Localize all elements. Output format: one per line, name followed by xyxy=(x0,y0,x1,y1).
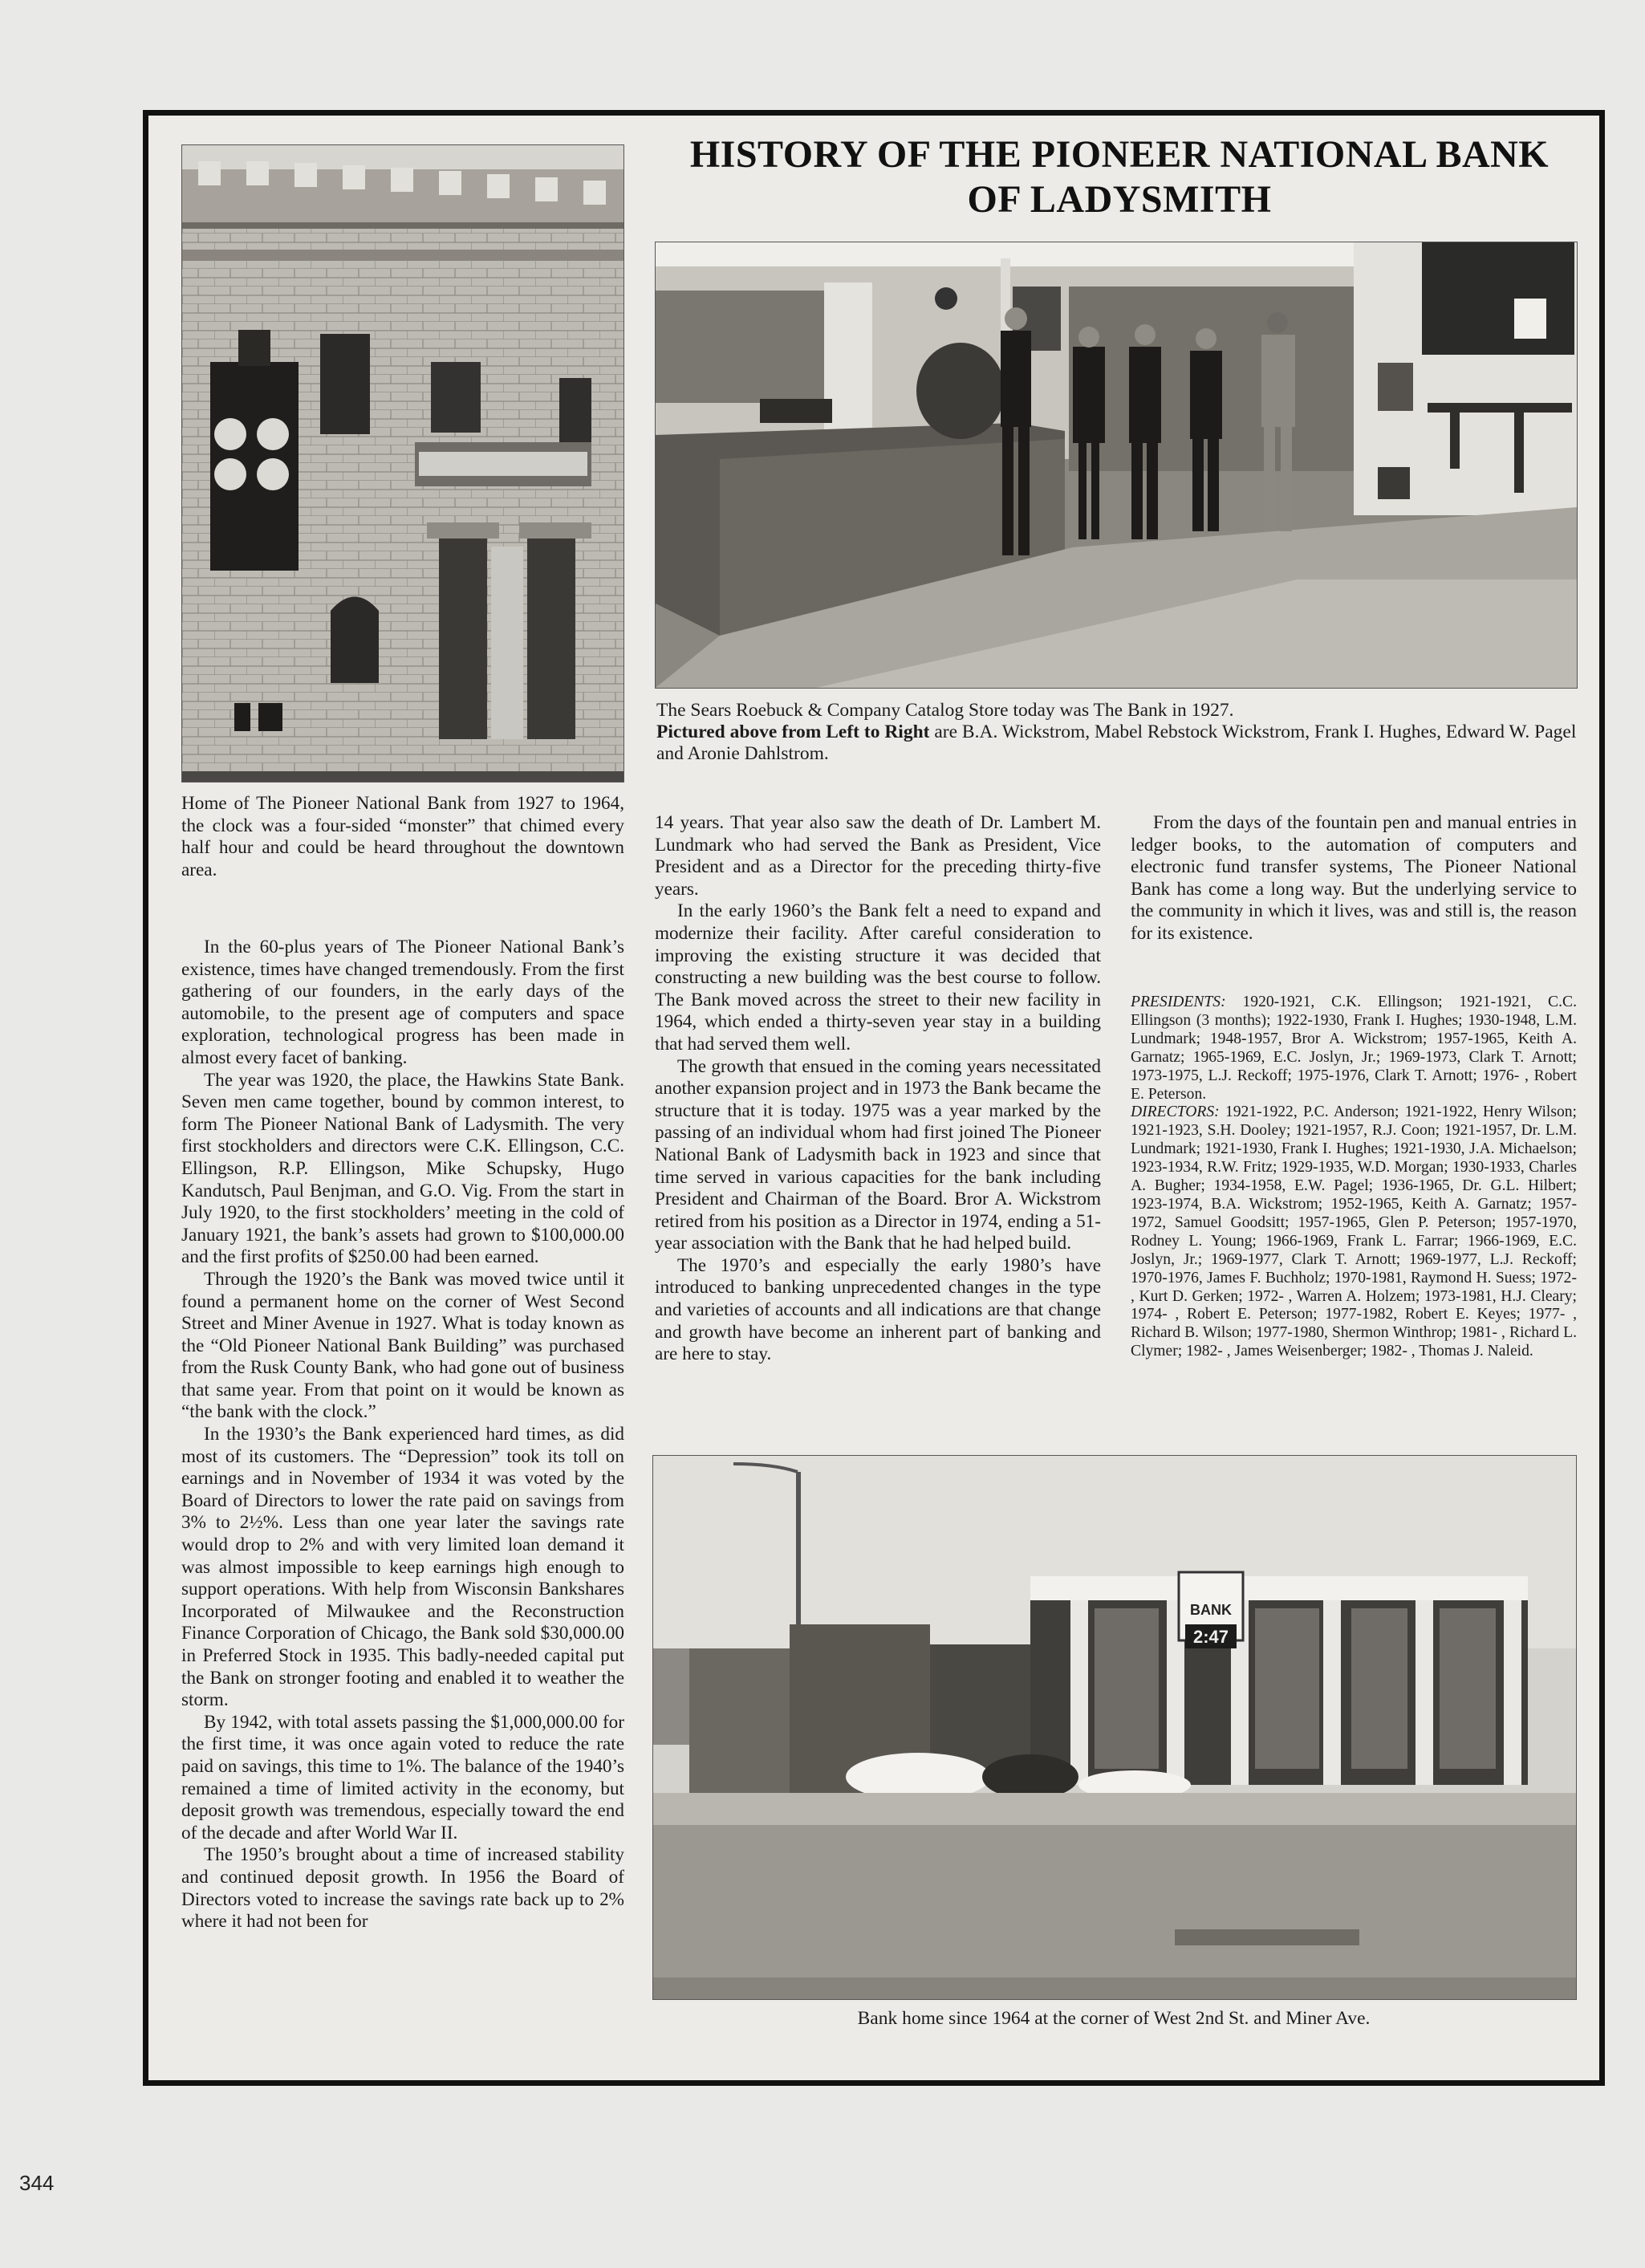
col2-para-1: 14 years. That year also saw the death of Dr. Lambert M. Lundmark who had served the Bank as President, Vice President and as a Director for the preceding thirty-five years. xyxy=(655,812,1101,900)
old-building-photo xyxy=(181,144,624,782)
bank-sign-text: BANK xyxy=(1190,1602,1232,1618)
column-2 xyxy=(655,812,1101,1366)
presidents-list xyxy=(1131,994,1577,1104)
col1-para-4: In the 1930’s the Bank experienced hard times, as did most of its customers. The “Depression” took its toll on earnings and in November of 1934 it was voted by the Board of Directors to lower the rate paid on savings from 3% to 2½%. Less than one year later the savings rate would drop to 2% and with very limited loan demand it was almost impossible to keep earnings high enough to support operations. With help from Wisconsin Bankshares Incorporated of Milwaukee and the Reconstruction Finance Corporation of Chicago, the Bank sold $30,000.00 in Preferred Stock in 1935. This badly-needed capital put the Bank on stronger footing and enabled it to weather the storm. xyxy=(181,1424,624,1711)
col1-para-2: The year was 1920, the place, the Hawkins State Bank. Seven men came together, bound by common interest, to form The Pioneer National Bank of Ladysmith. The very first stockholders and directors were C.K. Ellingson, C.C. Ellingson, R.P. Ellingson, Mike Schupsky, Hugo Kandutsch, Paul Benjman, and G.O. Vig. From the start in July 1920, to the first stockholders’ meeting in the cold of January 1921, the bank’s assets had grown to $100,000.00 and the first profits of $250.00 had been earned. xyxy=(181,1069,624,1268)
col3-para-1: From the days of the fountain pen and manual entries in ledger books, to the automation of computers and electronic fund transfer systems, The Pioneer National Bank has come a long way. But the underlying service to the community in which it lives, was and still is, the reason for its existence. xyxy=(1131,812,1577,944)
column-3 xyxy=(1131,812,1577,945)
interior-photo xyxy=(655,242,1578,689)
col1-para-5: By 1942, with total assets passing the $1,000,000.00 for the first time, it was once again voted to reduce the rate paid on savings, this time to 1%. The balance of the 1940’s remained a time of limited activity in the economy, but deposit growth was tremendous, especially toward the end of the decade and after World War II. xyxy=(181,1711,624,1843)
old-building-caption: Home of The Pioneer National Bank from 1927 to 1964, the clock was a four-sided “monster” that chimed every half hour and could be heard throughout the downtown area. xyxy=(181,793,624,880)
bank-clock-text: 2:47 xyxy=(1192,1627,1229,1647)
interior-caption xyxy=(656,700,1578,765)
page-title: HISTORY OF THE PIONEER NATIONAL BANK OF LADYSMITH xyxy=(689,133,1550,221)
interior-caption-line1: The Sears Roebuck & Company Catalog Store today was The Bank in 1927. xyxy=(656,700,1234,721)
presidents-label: PRESIDENTS: xyxy=(1131,994,1226,1010)
col1-para-6: The 1950’s brought about a time of increased stability and continued deposit growth. In 1956 the Board of Directors voted to increase the savings rate back up to 2% where it had not been for xyxy=(181,1844,624,1933)
interior-caption-bold: Pictured above from Left to Right xyxy=(656,721,930,742)
directors-list xyxy=(1131,1104,1577,1361)
col1-para-1: In the 60-plus years of The Pioneer National Bank’s existence, times have changed tremendously. From the first gathering of our founders, in the early days of the automobile, to the present age of computers and space exploration, technological progress has been made in almost every facet of banking. xyxy=(181,937,624,1068)
directors-text: 1921-1922, P.C. Anderson; 1921-1922, Henry Wilson; 1921-1923, S.H. Dooley; 1921-1957, R.J. Coon; 1921-1957, Dr. L.M. Lundmark; 1921-1930, Frank I. Hughes; 1921-1930, J.A. Michaelson; 1923-1934, R.W. Fritz; 1929-1935, W.D. Morgan; 1930-1933, Charles A. Bugher; 1934-1958, E.W. Pagel; 1936-1965, Dr. G.L. Hilbert; 1923-1974, B.A. Wickstrom; 1952-1965, Keith A. Garnatz; 1957-1972, Samuel Goodsitt; 1957-1965, Glen P. Peterson; 1957-1970, Rodney L. Young; 1966-1969, Frank L. Farrar; 1966-1969, E.C. Joslyn, Jr.; 1969-1977, Clark T. Arnott; 1969-1977, L.J. Reckoff; 1970-1976, James F. Buchholz; 1970-1981, Raymond H. Suess; 1972- , Kurt D. Gerken; 1972- , Warren A. Holzem; 1973-1981, H.J. Cleary; 1974- , Robert E. Peterson; 1977-1982, Robert E. Keyes; 1977- , Richard B. Wilson; 1977-1980, Shermon Winthrop; 1981- , Richard L. Clymer; 1982- , James Weisenberger; 1982- , Thomas J. Naleid. xyxy=(1131,1104,1577,1360)
presidents-text: 1920-1921, C.K. Ellingson; 1921-1921, C.C. Ellingson (3 months); 1922-1930, Frank I. Hughes; 1930-1948, L.M. Lundmark; 1948-1957, Bror A. Wickstrom; 1957-1965, Keith A. Garnatz; 1965-1969, E.C. Joslyn, Jr.; 1969-1973, Clark T. Arnott; 1973-1975, L.J. Reckoff; 1975-1976, Clark T. Arnott; 1976- , Robert E. Peterson. xyxy=(1131,994,1577,1103)
col2-para-2: In the early 1960’s the Bank felt a need to expand and modernize their facility. After careful consideration to improving the existing structure it was decided that constructing a new building was the best course to follow. The Bank moved across the street to their new facility in 1964, which ended a thirty-seven year stay in a building that had served them well. xyxy=(655,900,1101,1055)
officers-list xyxy=(1131,994,1577,1361)
new-building-photo xyxy=(652,1455,1577,2000)
col1-para-3: Through the 1920’s the Bank was moved twice until it found a permanent home on the corner of West Second Street and Miner Avenue in 1927. What is today known as the “Old Pioneer National Bank Building” was purchased from the Rusk County Bank, who had gone out of business that same year. From that point on it would be known as “the bank with the clock.” xyxy=(181,1268,624,1423)
new-building-caption: Bank home since 1964 at the corner of West 2nd St. and Miner Ave. xyxy=(857,2008,1371,2029)
page-number: 344 xyxy=(19,2171,55,2195)
col2-para-3: The growth that ensued in the coming years necessitated another expansion project and in 1973 the Bank became the structure that it is today. 1975 was a year marked by the passing of an individual whom had first joined The Pioneer National Bank of Ladysmith back in 1923 and since that time served in various capacities for the bank including President and Chairman of the Board. Bror A. Wickstrom retired from his position as a Director in 1974, ending a 51-year association with the Bank that he had helped build. xyxy=(655,1055,1101,1254)
directors-label: DIRECTORS: xyxy=(1131,1104,1220,1121)
interior-caption-rest: are B.A. Wickstrom, Mabel Rebstock Wickstrom, Frank I. Hughes, Edward W. Pagel and Aronie Dahlstrom. xyxy=(656,721,1577,764)
col2-para-4: The 1970’s and especially the early 1980’s have introduced to banking unprecedented changes in the type and varieties of accounts and all indications are that change and growth have become an inherent part of banking and are here to stay. xyxy=(655,1254,1101,1365)
column-1 xyxy=(181,937,624,1933)
